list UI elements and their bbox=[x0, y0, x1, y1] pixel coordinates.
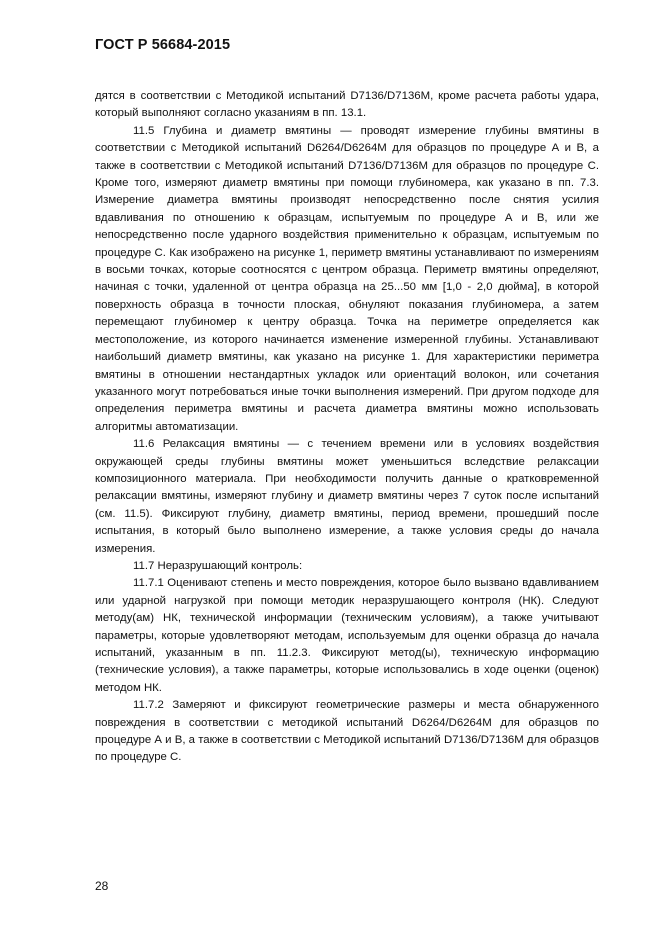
paragraph-11-7-1: 11.7.1 Оценивают степень и место повреждения, которое было вызвано вдавливанием или ударной нагрузкой при помощи методик неразрушающего контроля (НК). Следуют методу(ам) НК, технической информации (техническим условиям), а также учитывают параметры, которые удовлетворяют методам, используемым для оценки образца до начала испытаний, указанным в пп. 11.2.3. Фиксируют метод(ы), техническую информацию (технические условия), а также параметры, которые использовались в ходе оценки (оценок) методом НК. bbox=[95, 577, 599, 694]
paragraph-continuation: дятся в соответствии с Методикой испытаний D7136/D7136M, кроме расчета работы удара, который выполняют согласно указаниям в пп. 13.1. bbox=[95, 90, 599, 120]
paragraph-11-5: 11.5 Глубина и диаметр вмятины — проводят измерение глубины вмятины в соответствии с Методикой испытаний D6264/D6264M для образцов по процедуре А и В, а также в соответствии с Методикой испытаний D7136/D7136M для образцов по процедуре С. Кроме того, измеряют диаметр вмятины при помощи глубиномера, как указано в пп. 7.3. Измерение диаметра вмятины производят непосредственно после снятия усилия вдавливания по отношению к образцам, испытуемым по процедуре А и В, или же непосредственно после ударного воздействия применительно к образцам, испытуемым по процедуре С. Как изображено на рисунке 1, периметр вмятины устанавливают по измерениям в восьми точках, которые соотносятся с центром образца. Периметр вмятины определяют, начиная с точки, удаленной от центра образца на 25...50 мм [1,0 - 2,0 дюйма], в которой поверхность образца в точности плоская, обнуляют показания глубиномера, а затем перемещают глубиномер к центру образца. Точка на периметре определяется как местоположение, из которого начинается изменение измеренной глубины. Устанавливают наибольший диаметр вмятины, как указано на рисунке 1. Для характеристики периметра вмятины в отношении нестандартных укладок или ориентаций волокон, или сочетания указанного могут потребоваться иные точки выполнения измерений. При другом подходе для определения периметра вмятины и расчета диаметра вмятины можно использовать алгоритмы автоматизации. bbox=[95, 124, 599, 433]
paragraph-11-6: 11.6 Релаксация вмятины — с течением времени или в условиях воздействия окружающей среды глубины вмятины может уменьшиться вследствие релаксации композиционного материала. При необходимости получить данные о кратковременной релаксации вмятины, измеряют глубину и диаметр вмятины через 7 суток после испытаний (см. 11.5). Фиксируют глубину, диаметр вмятины, период времени, прошедший после испытания, в который было выполнено измерение, а также условия среды до начала измерения. bbox=[95, 438, 599, 555]
page-number: 28 bbox=[95, 879, 109, 893]
paragraph-11-7-2: 11.7.2 Замеряют и фиксируют геометрические размеры и места обнаруженного повреждения в соответствии с методикой испытаний D6264/D6264M для образцов по процедуре А и В, а также в соответствии с Методикой испытаний D7136/D7136M для образцов по процедуре С. bbox=[95, 699, 599, 764]
document-header: ГОСТ Р 56684-2015 bbox=[95, 37, 231, 53]
paragraph-11-7: 11.7 Неразрушающий контроль: bbox=[133, 559, 303, 572]
document-body bbox=[95, 88, 599, 767]
